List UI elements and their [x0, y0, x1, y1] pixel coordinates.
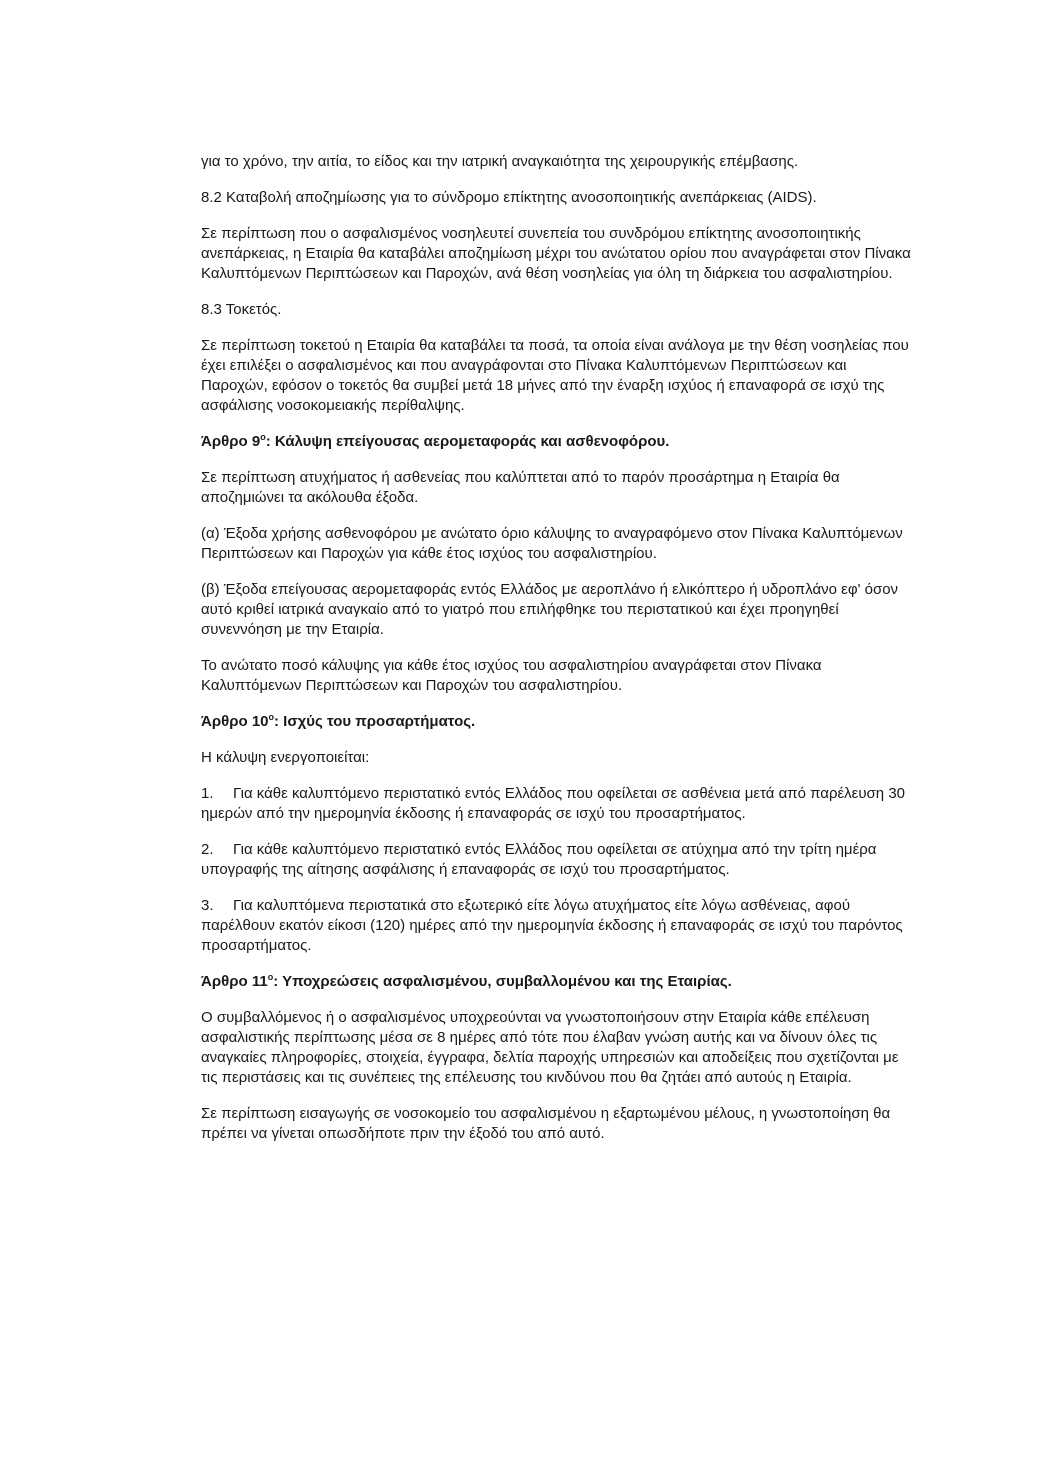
ordinal-superscript: ο	[260, 432, 266, 442]
heading-text: Άρθρο 9	[201, 433, 261, 450]
section-title-8-2: 8.2 Καταβολή αποζημίωσης για το σύνδρομο επίκτητης ανοσοποιητικής ανεπάρκειας (AIDS).	[201, 189, 817, 206]
list-number: 3.	[201, 897, 214, 914]
list-text: Για κάθε καλυπτόμενο περιστατικό εντός Ελλάδος που οφείλεται σε ατύχημα από την τρίτη ημέρα υπογραφής της αίτησης ασφάλισης ή επαναφοράς σε ισχύ του προσαρτήματος.	[201, 841, 877, 878]
paragraph: για το χρόνο, την αιτία, το είδος και την ιατρική αναγκαιότητα της χειρουργικής επέμβασης.	[201, 153, 799, 170]
list-item	[201, 896, 913, 956]
document-page	[201, 152, 913, 1160]
paragraph: Η κάλυψη ενεργοποιείται:	[201, 749, 370, 766]
heading-text: Άρθρο 10	[201, 713, 269, 730]
paragraph: Σε περίπτωση που ο ασφαλισμένος νοσηλευτεί συνεπεία του συνδρόμου επίκτητης ανοσοποιητικής ανεπάρκειας, η Εταιρία θα καταβάλει αποζημίωση μέχρι του ανώτατου ορίου που αναγράφεται στον Πίνακα Καλυπτόμενων Περιπτώσεων και Παροχών, ανά θέση νοσηλείας για όλη τη διάρκεια του ασφαλιστηρίου.	[201, 225, 911, 282]
list-item	[201, 840, 913, 880]
paragraph: Σε περίπτωση εισαγωγής σε νοσοκομείο του ασφαλισμένου η εξαρτωμένου μέλους, η γνωστοποίηση θα πρέπει να γίνεται οπωσδήποτε πριν την έξοδό του από αυτό.	[201, 1105, 891, 1142]
heading-text: : Υποχρεώσεις ασφαλισμένου, συμβαλλομένου και της Εταιρίας.	[273, 973, 732, 990]
paragraph: Σε περίπτωση τοκετού η Εταιρία θα καταβάλει τα ποσά, τα οποία είναι ανάλογα με την θέση νοσηλείας που έχει επιλέξει ο ασφαλισμένος και που αναγράφονται στο Πίνακα Καλυπτόμενων Περιπτώσεων και Παροχών, εφόσον ο τοκετός θα συμβεί μετά 18 μήνες από την έναρξη ισχύος ή επαναφορά σε ισχύ της ασφάλισης νοσοκομειακής περίθαλψης.	[201, 337, 909, 414]
list-number: 2.	[201, 841, 214, 858]
paragraph: Το ανώτατο ποσό κάλυψης για κάθε έτος ισχύος του ασφαλιστηρίου αναγράφεται στον Πίνακα Καλυπτόμενων Περιπτώσεων και Παροχών του ασφαλιστηρίου.	[201, 657, 822, 694]
ordinal-superscript: ο	[268, 712, 275, 722]
list-item	[201, 784, 913, 824]
heading-text: Άρθρο 11	[201, 973, 268, 990]
section-title-8-3: 8.3 Τοκετός.	[201, 301, 282, 318]
heading-text: : Κάλυψη επείγουσας αερομεταφοράς και ασθενοφόρου.	[265, 433, 670, 450]
article-10-heading	[201, 712, 913, 732]
paragraph: Ο συμβαλλόμενος ή ο ασφαλισμένος υποχρεούνται να γνωστοποιήσουν στην Εταιρία κάθε επέλευση ασφαλιστικής περίπτωσης μέσα σε 8 ημέρες από τότε που έλαβαν γνώση αυτής και να δίνουν όλες τις αναγκαίες πληροφορίες, στοιχεία, έγγραφα, δελτία παροχής υπηρεσιών και αποδείξεις που σχετίζονται με τις περιστάσεις και τις συνέπειες της επέλευσης του κινδύνου που θα ζητάει από αυτούς η Εταιρία.	[201, 1009, 899, 1086]
ordinal-superscript: ο	[267, 972, 274, 982]
paragraph: (α) Έξοδα χρήσης ασθενοφόρου με ανώτατο όριο κάλυψης το αναγραφόμενο στον Πίνακα Καλυπτόμενων Περιπτώσεων και Παροχών για κάθε έτος ισχύος του ασφαλιστηρίου.	[201, 525, 903, 562]
list-text: Για κάθε καλυπτόμενο περιστατικό εντός Ελλάδος που οφείλεται σε ασθένεια μετά από παρέλευση 30 ημερών από την ημερομηνία έκδοσης ή επαναφοράς σε ισχύ του προσαρτήματος.	[201, 785, 906, 822]
article-11-heading	[201, 972, 913, 992]
list-text: Για καλυπτόμενα περιστατικά στο εξωτερικό είτε λόγω ατυχήματος είτε λόγω ασθένειας, αφού παρέλθουν εκατόν είκοσι (120) ημέρες από την ημερομηνία έκδοσης ή επαναφοράς σε ισχύ του παρόντος προσαρτήματος.	[201, 897, 903, 954]
list-number: 1.	[201, 785, 214, 802]
heading-text: : Ισχύς του προσαρτήματος.	[274, 713, 476, 730]
article-9-heading	[201, 432, 913, 452]
paragraph: Σε περίπτωση ατυχήματος ή ασθενείας που καλύπτεται από το παρόν προσάρτημα η Εταιρία θα αποζημιώνει τα ακόλουθα έξοδα.	[201, 469, 840, 506]
paragraph: (β) Έξοδα επείγουσας αερομεταφοράς εντός Ελλάδος με αεροπλάνο ή ελικόπτερο ή υδροπλάνο εφ' όσον αυτό κριθεί ιατρικά αναγκαίο από το γιατρό που επιλήφθηκε του περιστατικού και έχει προηγηθεί συνεννόηση με την Εταιρία.	[201, 581, 899, 638]
